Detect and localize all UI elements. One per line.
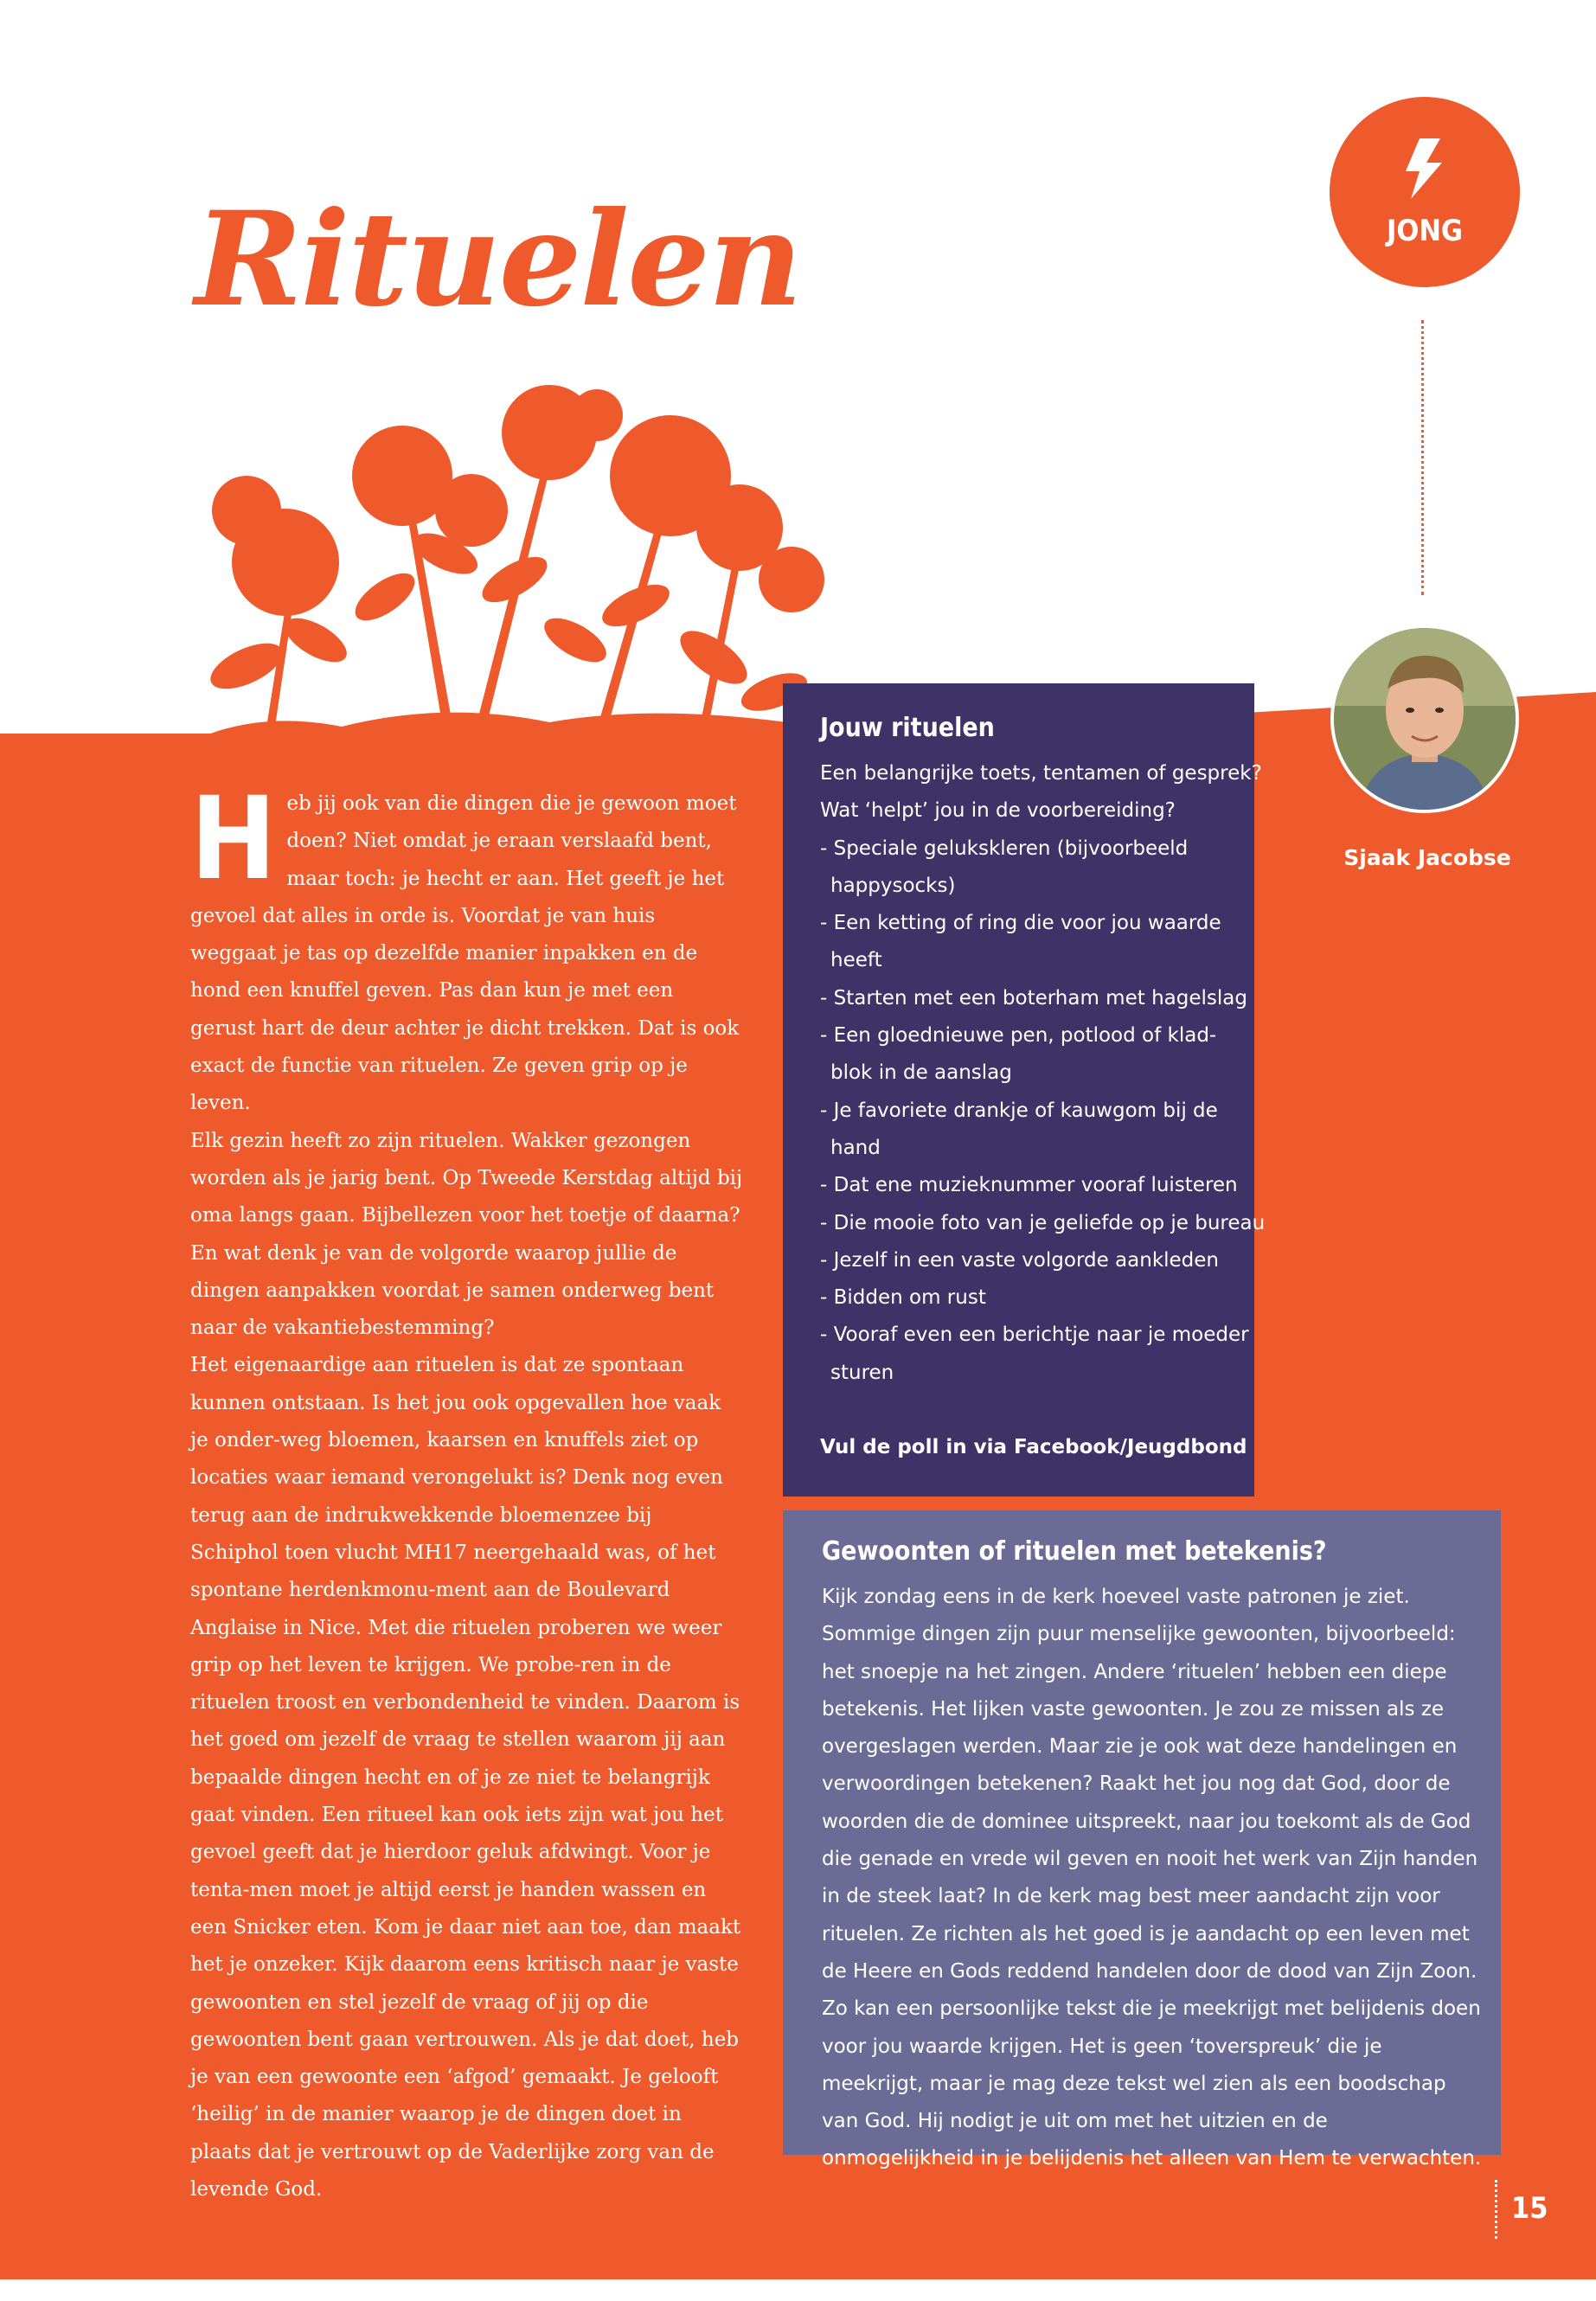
drop-cap: H [190,772,277,906]
list-item: - Die mooie foto van je geliefde op je bureau [820,1211,1266,1234]
list-item: hand [830,1136,881,1159]
list-item: - Vooraf even een berichtje naar je moeder [820,1324,1249,1347]
section-badge [1330,97,1520,287]
article-paragraph: eb jij ook van die dingen die je gewoon moet doen? Niet omdat je eraan verslaafd bent, maar toch: je hecht er aan. Het geeft je het gevoel dat alles in orde is. Voordat je van huis weggaat je tas op dezelfde manier inpakken en de hond een knuffel geven. Pas dan kun je met een gerust hart de deur achter je dicht trekken. Dat is ook exact de functie van rituelen. Ze geven grip op je leven. [190,792,740,1115]
list-item: - Je favoriete drankje of kauwgom bij de [820,1099,1218,1122]
list-item: happysocks) [830,874,956,897]
list-item: - Dat ene muzieknummer vooraf luisteren [820,1174,1238,1197]
list-item: - Speciale gelukskleren (bijvoorbeeld [820,836,1189,860]
lightning-icon [1401,138,1449,199]
article-paragraph: Het eigenaardige aan rituelen is dat ze spontaan kunnen ontstaan. Is het jou ook opgevallen hoe vaak je onder-weg bloemen, kaarsen en knuffels ziet op locaties waar iemand verongelukt is? Denk nog even terug aan de indrukwekkende bloemenzee bij Schiphol toen vlucht MH17 neergehaald was, of het spontane herdenkmonu-ment aan de Boulevard Anglaise in Nice. Met die rituelen proberen we weer grip op het leven te krijgen. We probe-ren in de rituelen troost en verbondenheid te vinden. Daarom is het goed om jezelf de vraag te stellen waarom jij aan bepaalde dingen hecht en of je ze niet te belangrijk gaat vinden. Een ritueel kan ook iets zijn wat jou het gevoel geeft dat je hierdoor geluk afdwingt. Voor je tenta-men moet je altijd eerst je handen wassen en een Snicker eten. Kom je daar niet aan toe, dan maakt het je onzeker. Kijk daarom eens kritisch naar je vaste gewoonten en stel jezelf de vraag of jij op die gewoonten bent gaan vertrouwen. Als je dat doet, heb je van een gewoonte een ‘afgod’ gemaakt. Je gelooft ‘heilig’ in de manier waarop je de dingen doet in plaats dat je vertrouwt op de Vaderlijke zorg van de levende God. [190,1354,741,2201]
article-body [190,772,744,2208]
list-item: - Een gloednieuwe pen, potlood of klad- [820,1024,1217,1048]
list-item: - Een ketting of ring die voor jou waarde [820,912,1221,935]
list-item: sturen [830,1361,894,1384]
list-item: - Jezelf in een vaste volgorde aankleden [820,1248,1220,1272]
author-name: Sjaak Jacobse [1343,845,1511,870]
page-number: 15 [1511,2191,1548,2226]
article-paragraph: Elk gezin heeft zo zijn rituelen. Wakker gezongen worden als je jarig bent. Op Tweede Kerstdag altijd bij oma langs gaan. Bijbellezen voor het toetje of daarna? En wat denk je van de volgorde waarop jullie de dingen aanpakken voordat je samen onderweg bent naar de vakantiebestemming? [190,1129,743,1340]
roses-illustration [186,381,843,744]
box-line: Wat ‘helpt’ jou in de voorbereiding? [820,799,1176,823]
sidebar-box-jouw-rituelen [783,683,1266,1497]
author-avatar [1330,625,1519,813]
page-title: Rituelen [195,183,801,336]
author-photo [1334,628,1516,810]
dotted-divider [1421,320,1424,595]
list-item: blok in de aanslag [830,1061,1012,1085]
list-item: - Bidden om rust [820,1286,986,1310]
box-title: Gewoonten of rituelen met betekenis? [822,1536,1327,1567]
badge-label: JONG [1386,214,1464,248]
box-title: Jouw rituelen [820,713,995,743]
sidebar-box-betekenis [783,1510,1501,2170]
poll-callout: Vul de poll in via Facebook/Jeugdbond [820,1436,1247,1459]
box-body: Kijk zondag eens in de kerk hoeveel vaste patronen je ziet. Sommige dingen zijn puur menselijke gewoonten, bijvoorbeeld: het snoepje na het zingen. Andere ‘rituelen’ hebben een diepe betekenis. Het lijken vaste gewoonten. Je zou ze missen als ze overgeslagen werden. Maar zie je ook wat deze handelingen en verwoordingen betekenen? Raakt het jou nog dat God, door de woorden die de dominee uitspreekt, naar jou toekomt als de God die genade en vrede wil geven en nooit het werk van Zijn handen in de steek laat? In de kerk mag best meer aandacht zijn voor rituelen. Ze richten als het goed is je aandacht op een leven met de Heere en Gods reddend handelen door de dood van Zijn Zoon. Zo kan een persoonlijke tekst die je meekrijgt met belijdenis doen voor jou waarde krijgen. Het is geen ‘toverspreuk’ die je meekrijgt, maar je mag deze tekst wel zien als een boodschap van God. Hij nodigt je uit om met het uitzien en de onmogelijkheid in je belijdenis het alleen van Hem te verwachten. [822,1586,1482,2170]
list-item: heeft [830,949,882,972]
page-number-rule [1495,2180,1500,2239]
list-item: - Starten met een boterham met hagelslag [820,986,1247,1009]
box-line: Een belangrijke toets, tentamen of gesprek? [820,762,1262,785]
